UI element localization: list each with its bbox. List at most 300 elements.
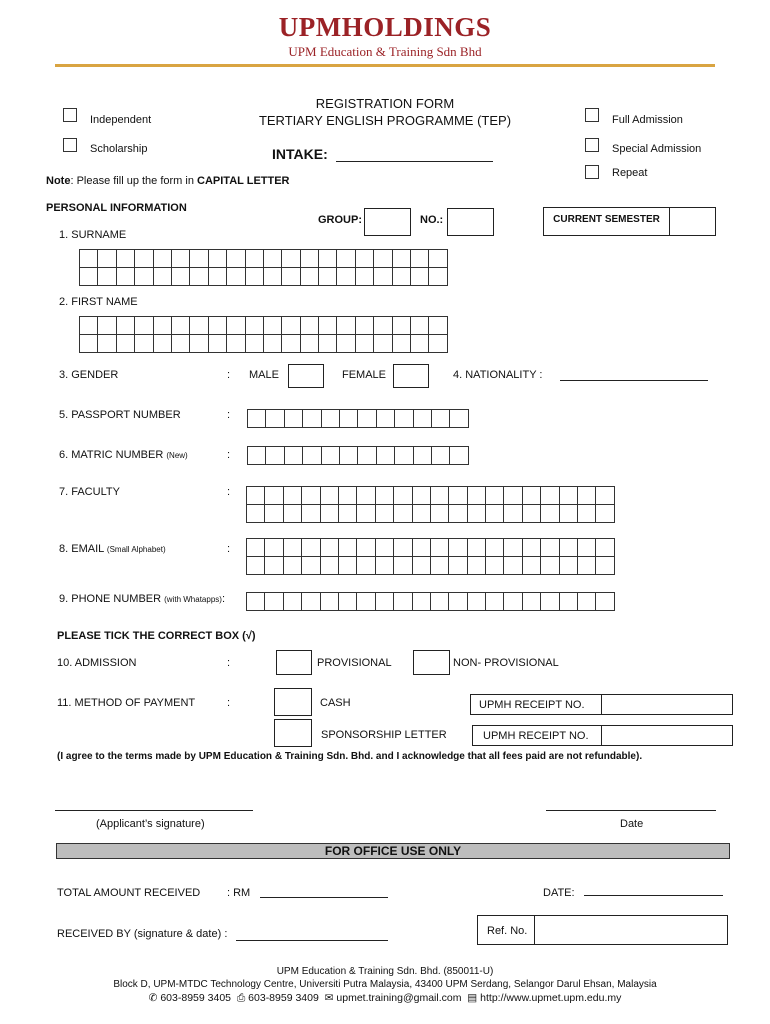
letter-box[interactable] <box>522 505 540 523</box>
letter-box[interactable] <box>392 250 410 268</box>
letter-box[interactable] <box>80 335 98 353</box>
letter-box[interactable] <box>596 557 614 575</box>
date-line[interactable] <box>546 810 716 811</box>
phone-icon: ✆ <box>148 992 158 1004</box>
letter-box[interactable] <box>411 335 429 353</box>
letter-box[interactable] <box>355 268 373 286</box>
special-admission-label: Special Admission <box>612 143 702 155</box>
letter-box[interactable] <box>375 539 393 557</box>
scholarship-checkbox[interactable] <box>63 138 77 152</box>
letter-box[interactable] <box>339 447 357 465</box>
matric-grid[interactable] <box>247 446 469 465</box>
letter-box[interactable] <box>541 487 559 505</box>
letter-box[interactable] <box>411 317 429 335</box>
matric-colon: : <box>227 449 231 461</box>
total-amount-label: TOTAL AMOUNT RECEIVED <box>57 887 201 899</box>
footer-phone: 603-8959 3405 <box>160 992 231 1004</box>
letter-box[interactable] <box>282 250 300 268</box>
form-subtitle: TERTIARY ENGLISH PROGRAMME (TEP) <box>258 113 512 128</box>
letter-box[interactable] <box>227 250 245 268</box>
matric-label <box>59 449 188 461</box>
letter-box[interactable] <box>153 335 171 353</box>
letter-box[interactable] <box>559 505 577 523</box>
faculty-colon: : <box>227 486 231 498</box>
letter-box[interactable] <box>374 335 392 353</box>
letter-box[interactable] <box>376 410 394 428</box>
letter-box[interactable] <box>430 487 448 505</box>
letter-box[interactable] <box>486 593 504 611</box>
letter-box[interactable] <box>522 487 540 505</box>
letter-box[interactable] <box>504 487 522 505</box>
letter-box[interactable] <box>430 593 448 611</box>
letter-box[interactable] <box>320 557 338 575</box>
letter-box[interactable] <box>429 268 447 286</box>
sponsorship-label: SPONSORSHIP LETTER <box>321 729 447 741</box>
letter-box[interactable] <box>355 250 373 268</box>
letter-box[interactable] <box>245 317 263 335</box>
letter-box[interactable] <box>357 557 375 575</box>
letter-box[interactable] <box>449 539 467 557</box>
letter-box[interactable] <box>80 250 98 268</box>
passport-grid[interactable] <box>247 409 469 428</box>
nationality-field[interactable] <box>560 380 708 381</box>
letter-box[interactable] <box>504 593 522 611</box>
letter-box[interactable] <box>153 250 171 268</box>
letter-box[interactable] <box>559 487 577 505</box>
letter-box[interactable] <box>284 410 302 428</box>
ref-no-label: Ref. No. <box>477 915 535 945</box>
female-label: FEMALE <box>342 369 387 381</box>
office-date-label: DATE: <box>543 887 575 899</box>
letter-box[interactable] <box>337 335 355 353</box>
letter-box[interactable] <box>321 447 339 465</box>
letter-box[interactable] <box>431 410 449 428</box>
phone-colon: : <box>221 593 225 605</box>
letter-box[interactable] <box>320 487 338 505</box>
office-date-field[interactable] <box>584 895 723 896</box>
letter-box[interactable] <box>522 593 540 611</box>
letter-box[interactable] <box>596 505 614 523</box>
letter-box[interactable] <box>282 268 300 286</box>
letter-box[interactable] <box>392 335 410 353</box>
brand-subtitle: UPM Education & Training Sdn Bhd <box>288 44 482 59</box>
letter-box[interactable] <box>266 410 284 428</box>
letter-box[interactable] <box>190 317 208 335</box>
letter-box[interactable] <box>339 410 357 428</box>
letter-box[interactable] <box>394 487 412 505</box>
email-text: 8. EMAIL <box>59 543 104 555</box>
letter-box[interactable] <box>430 557 448 575</box>
footer-contacts <box>0 992 770 1005</box>
email-label <box>59 543 166 555</box>
payment-colon: : <box>227 697 231 709</box>
gender-colon: : <box>227 369 231 381</box>
letter-box[interactable] <box>116 268 134 286</box>
surname-grid[interactable] <box>79 249 448 286</box>
admission-label: 10. ADMISSION <box>57 657 137 669</box>
email-small: (Small Alphabet) <box>106 545 166 554</box>
agreement-text: (I agree to the terms made by UPM Education & Training Sdn. Bhd. and I acknowledge that all fees paid are not refundable). <box>57 751 643 762</box>
provisional-label: PROVISIONAL <box>317 657 392 669</box>
letter-box[interactable] <box>358 447 376 465</box>
letter-box[interactable] <box>135 335 153 353</box>
first-name-label: 2. FIRST NAME <box>59 296 138 308</box>
fax-icon: ⎙ <box>236 992 246 1004</box>
letter-box[interactable] <box>412 487 430 505</box>
letter-box[interactable] <box>338 593 356 611</box>
letter-box[interactable] <box>338 505 356 523</box>
received-by-field[interactable] <box>236 940 388 941</box>
letter-box[interactable] <box>263 335 281 353</box>
letter-box[interactable] <box>135 268 153 286</box>
letter-box[interactable] <box>248 447 266 465</box>
intake-label: INTAKE: <box>272 146 328 162</box>
letter-box[interactable] <box>265 487 283 505</box>
letter-box[interactable] <box>80 268 98 286</box>
footer-email: upmet.training@gmail.com <box>336 992 462 1004</box>
no-box[interactable] <box>447 208 494 236</box>
independent-checkbox[interactable] <box>63 108 77 122</box>
letter-box[interactable] <box>302 505 320 523</box>
letter-box[interactable] <box>429 335 447 353</box>
letter-box[interactable] <box>596 539 614 557</box>
footer-company: UPM Education & Training Sdn. Bhd. (850011-U) <box>276 966 494 977</box>
letter-box[interactable] <box>265 505 283 523</box>
letter-box[interactable] <box>302 487 320 505</box>
letter-box[interactable] <box>190 335 208 353</box>
letter-box[interactable] <box>504 505 522 523</box>
letter-box[interactable] <box>449 487 467 505</box>
footer-web: http://www.upmet.upm.edu.my <box>480 992 622 1004</box>
letter-box[interactable] <box>171 268 189 286</box>
letter-box[interactable] <box>430 505 448 523</box>
letter-box[interactable] <box>374 268 392 286</box>
no-label: NO.: <box>420 214 444 226</box>
letter-box[interactable] <box>263 250 281 268</box>
office-use-heading: FOR OFFICE USE ONLY <box>56 843 730 859</box>
letter-box[interactable] <box>337 268 355 286</box>
letter-box[interactable] <box>248 410 266 428</box>
letter-box[interactable] <box>247 593 265 611</box>
letter-box[interactable] <box>135 250 153 268</box>
male-box[interactable] <box>288 364 324 388</box>
letter-box[interactable] <box>283 593 301 611</box>
letter-box[interactable] <box>431 447 449 465</box>
footer-fax: 603-8959 3409 <box>248 992 319 1004</box>
letter-box[interactable] <box>265 593 283 611</box>
letter-box[interactable] <box>467 487 485 505</box>
letter-box[interactable] <box>467 593 485 611</box>
letter-box[interactable] <box>171 250 189 268</box>
letter-box[interactable] <box>486 557 504 575</box>
letter-box[interactable] <box>541 539 559 557</box>
letter-box[interactable] <box>171 317 189 335</box>
letter-box[interactable] <box>467 539 485 557</box>
letter-box[interactable] <box>522 539 540 557</box>
independent-label: Independent <box>90 114 152 126</box>
letter-box[interactable] <box>338 539 356 557</box>
letter-box[interactable] <box>98 268 116 286</box>
letter-box[interactable] <box>208 268 226 286</box>
letter-box[interactable] <box>559 539 577 557</box>
letter-box[interactable] <box>247 539 265 557</box>
letter-box[interactable] <box>303 447 321 465</box>
letter-box[interactable] <box>449 505 467 523</box>
letter-box[interactable] <box>578 505 596 523</box>
letter-box[interactable] <box>300 335 318 353</box>
letter-box[interactable] <box>227 317 245 335</box>
letter-box[interactable] <box>541 557 559 575</box>
web-icon: ▤ <box>467 992 478 1004</box>
cash-box[interactable] <box>274 688 312 716</box>
receipt-label: UPMH RECEIPT NO. <box>470 694 602 715</box>
letter-box[interactable] <box>411 250 429 268</box>
brand-title: UPMHOLDINGS <box>278 12 492 42</box>
letter-box[interactable] <box>541 593 559 611</box>
letter-box[interactable] <box>412 593 430 611</box>
personal-info-heading: PERSONAL INFORMATION <box>46 202 187 214</box>
letter-box[interactable] <box>319 250 337 268</box>
letter-box[interactable] <box>227 335 245 353</box>
header-divider <box>55 64 715 67</box>
letter-box[interactable] <box>578 487 596 505</box>
letter-box[interactable] <box>190 250 208 268</box>
letter-box[interactable] <box>283 505 301 523</box>
letter-box[interactable] <box>413 447 431 465</box>
letter-box[interactable] <box>245 250 263 268</box>
letter-box[interactable] <box>80 317 98 335</box>
letter-box[interactable] <box>319 335 337 353</box>
receipt2-field[interactable] <box>601 725 733 746</box>
letter-box[interactable] <box>394 539 412 557</box>
letter-box[interactable] <box>504 557 522 575</box>
letter-box[interactable] <box>263 268 281 286</box>
letter-box[interactable] <box>357 593 375 611</box>
letter-box[interactable] <box>337 317 355 335</box>
email-colon: : <box>227 543 231 555</box>
footer-address: Block D, UPM-MTDC Technology Centre, Universiti Putra Malaysia, 43400 UPM Serdang, Selangor Darul Ehsan, Malaysia <box>113 979 657 990</box>
letter-box[interactable] <box>319 268 337 286</box>
letter-box[interactable] <box>338 487 356 505</box>
letter-box[interactable] <box>247 557 265 575</box>
cash-label: CASH <box>320 697 351 709</box>
letter-box[interactable] <box>578 593 596 611</box>
letter-box[interactable] <box>522 557 540 575</box>
letter-box[interactable] <box>357 539 375 557</box>
faculty-label: 7. FACULTY <box>59 486 120 498</box>
full-admission-checkbox[interactable] <box>585 108 599 122</box>
letter-box[interactable] <box>284 447 302 465</box>
letter-box[interactable] <box>283 557 301 575</box>
letter-box[interactable] <box>338 557 356 575</box>
letter-box[interactable] <box>337 250 355 268</box>
letter-box[interactable] <box>394 505 412 523</box>
non-provisional-box[interactable] <box>413 650 450 675</box>
letter-box[interactable] <box>412 505 430 523</box>
letter-box[interactable] <box>208 317 226 335</box>
letter-box[interactable] <box>376 447 394 465</box>
matric-text: 6. MATRIC NUMBER <box>59 449 164 461</box>
matric-small: (New) <box>166 451 188 460</box>
letter-box[interactable] <box>375 505 393 523</box>
letter-box[interactable] <box>116 335 134 353</box>
letter-box[interactable] <box>355 335 373 353</box>
special-admission-checkbox[interactable] <box>585 138 599 152</box>
letter-box[interactable] <box>319 317 337 335</box>
male-label: MALE <box>249 369 279 381</box>
letter-box[interactable] <box>559 557 577 575</box>
letter-box[interactable] <box>355 317 373 335</box>
letter-box[interactable] <box>394 557 412 575</box>
letter-box[interactable] <box>358 410 376 428</box>
letter-box[interactable] <box>504 539 522 557</box>
letter-box[interactable] <box>467 505 485 523</box>
receipt-field[interactable] <box>601 694 733 715</box>
letter-box[interactable] <box>375 487 393 505</box>
letter-box[interactable] <box>135 317 153 335</box>
phone-grid[interactable] <box>246 592 615 611</box>
letter-box[interactable] <box>116 317 134 335</box>
rm-label: : RM <box>227 887 251 899</box>
letter-box[interactable] <box>578 557 596 575</box>
letter-box[interactable] <box>374 250 392 268</box>
female-box[interactable] <box>393 364 429 388</box>
surname-label: 1. SURNAME <box>59 229 127 241</box>
full-admission-label: Full Admission <box>612 114 683 126</box>
non-provisional-label: NON- PROVISIONAL <box>453 657 559 669</box>
ref-no-field[interactable] <box>534 915 728 945</box>
letter-box[interactable] <box>392 268 410 286</box>
phone-label <box>59 593 225 605</box>
letter-box[interactable] <box>429 317 447 335</box>
letter-box[interactable] <box>449 593 467 611</box>
letter-box[interactable] <box>300 317 318 335</box>
letter-box[interactable] <box>486 539 504 557</box>
passport-colon: : <box>227 409 231 421</box>
letter-box[interactable] <box>578 539 596 557</box>
letter-box[interactable] <box>394 593 412 611</box>
provisional-box[interactable] <box>276 650 312 675</box>
letter-box[interactable] <box>282 317 300 335</box>
letter-box[interactable] <box>412 539 430 557</box>
letter-box[interactable] <box>395 447 413 465</box>
note-bold: Note <box>46 175 71 187</box>
letter-box[interactable] <box>266 447 284 465</box>
note <box>46 175 290 187</box>
letter-box[interactable] <box>395 410 413 428</box>
letter-box[interactable] <box>283 539 301 557</box>
letter-box[interactable] <box>450 410 468 428</box>
sponsorship-box[interactable] <box>274 719 312 747</box>
applicant-signature-label: (Applicant’s signature) <box>96 818 205 830</box>
letter-box[interactable] <box>467 557 485 575</box>
letter-box[interactable] <box>302 539 320 557</box>
letter-box[interactable] <box>208 335 226 353</box>
letter-box[interactable] <box>263 317 281 335</box>
letter-box[interactable] <box>300 250 318 268</box>
letter-box[interactable] <box>320 539 338 557</box>
group-label: GROUP: <box>318 214 362 226</box>
letter-box[interactable] <box>208 250 226 268</box>
letter-box[interactable] <box>411 268 429 286</box>
letter-box[interactable] <box>265 557 283 575</box>
tick-heading: PLEASE TICK THE CORRECT BOX (√) <box>57 630 256 642</box>
email-grid[interactable] <box>246 538 615 575</box>
letter-box[interactable] <box>392 317 410 335</box>
letter-box[interactable] <box>486 487 504 505</box>
letter-box[interactable] <box>449 557 467 575</box>
letter-box[interactable] <box>282 335 300 353</box>
letter-box[interactable] <box>245 335 263 353</box>
letter-box[interactable] <box>596 487 614 505</box>
first-name-grid[interactable] <box>79 316 448 353</box>
letter-box[interactable] <box>303 410 321 428</box>
letter-box[interactable] <box>98 335 116 353</box>
repeat-checkbox[interactable] <box>585 165 599 179</box>
faculty-grid[interactable] <box>246 486 615 523</box>
scholarship-label: Scholarship <box>90 143 148 155</box>
letter-box[interactable] <box>283 487 301 505</box>
letter-box[interactable] <box>430 539 448 557</box>
intake-field[interactable] <box>336 161 493 162</box>
letter-box[interactable] <box>357 487 375 505</box>
phone-small: (with Whatapps) <box>164 595 222 604</box>
letter-box[interactable] <box>98 317 116 335</box>
applicant-signature-line[interactable] <box>55 810 253 811</box>
letter-box[interactable] <box>245 268 263 286</box>
received-by-label: RECEIVED BY (signature & date) : <box>57 928 228 940</box>
letter-box[interactable] <box>413 410 431 428</box>
total-amount-field[interactable] <box>260 897 388 898</box>
letter-box[interactable] <box>320 505 338 523</box>
admission-colon: : <box>227 657 231 669</box>
letter-box[interactable] <box>302 557 320 575</box>
nationality-label: 4. NATIONALITY : <box>453 369 543 381</box>
letter-box[interactable] <box>375 557 393 575</box>
note-text: : Please fill up the form in <box>70 175 198 187</box>
letter-box[interactable] <box>300 268 318 286</box>
phone-text: 9. PHONE NUMBER <box>59 593 162 605</box>
letter-box[interactable] <box>321 410 339 428</box>
letter-box[interactable] <box>247 487 265 505</box>
letter-box[interactable] <box>302 593 320 611</box>
letter-box[interactable] <box>486 505 504 523</box>
letter-box[interactable] <box>153 317 171 335</box>
letter-box[interactable] <box>596 593 614 611</box>
date-label: Date <box>620 818 644 830</box>
letter-box[interactable] <box>227 268 245 286</box>
letter-box[interactable] <box>153 268 171 286</box>
letter-box[interactable] <box>247 505 265 523</box>
payment-label: 11. METHOD OF PAYMENT <box>57 697 196 709</box>
letter-box[interactable] <box>429 250 447 268</box>
letter-box[interactable] <box>541 505 559 523</box>
letter-box[interactable] <box>265 539 283 557</box>
group-box[interactable] <box>364 208 411 236</box>
letter-box[interactable] <box>357 505 375 523</box>
letter-box[interactable] <box>559 593 577 611</box>
current-semester-box[interactable] <box>669 207 716 236</box>
letter-box[interactable] <box>375 593 393 611</box>
letter-box[interactable] <box>116 250 134 268</box>
letter-box[interactable] <box>320 593 338 611</box>
letter-box[interactable] <box>374 317 392 335</box>
letter-box[interactable] <box>450 447 468 465</box>
letter-box[interactable] <box>171 335 189 353</box>
letter-box[interactable] <box>412 557 430 575</box>
letter-box[interactable] <box>98 250 116 268</box>
letter-box[interactable] <box>190 268 208 286</box>
